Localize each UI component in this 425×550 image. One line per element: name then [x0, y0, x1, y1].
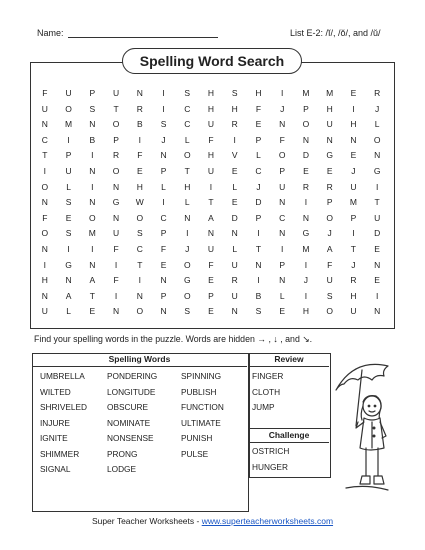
grid-letter[interactable]: H — [207, 150, 215, 161]
grid-letter[interactable]: L — [161, 181, 166, 192]
instructions: Find your spelling words in the puzzle. Words are hidden → , ↓ , and ↘. — [34, 334, 313, 344]
grid-letter[interactable]: H — [41, 275, 48, 286]
grid-letter[interactable]: R — [302, 181, 309, 192]
grid-letter[interactable]: E — [350, 88, 357, 98]
grid-letter[interactable]: J — [185, 243, 190, 254]
grid-letter[interactable]: T — [113, 103, 119, 114]
grid-letter[interactable]: H — [350, 119, 357, 130]
review-list — [252, 369, 283, 416]
grid-letter[interactable]: H — [184, 181, 191, 192]
grid-letter[interactable]: G — [326, 150, 333, 161]
grid-letter[interactable]: N — [279, 119, 286, 130]
grid-letter[interactable]: E — [65, 212, 72, 223]
grid-letter[interactable]: I — [257, 275, 260, 286]
grid-letter[interactable]: H — [136, 181, 143, 192]
grid-letter[interactable]: N — [207, 228, 215, 239]
grid-letter[interactable]: G — [112, 197, 120, 208]
grid-letter[interactable]: D — [231, 212, 238, 223]
grid-letter[interactable]: N — [374, 259, 381, 270]
grid-letter[interactable]: N — [160, 306, 167, 317]
grid-letter[interactable]: B — [255, 290, 262, 301]
grid-letter[interactable]: J — [351, 165, 356, 176]
grid-letter[interactable]: U — [350, 306, 357, 317]
grid-letter[interactable]: J — [161, 134, 166, 145]
grid-letter[interactable]: G — [183, 275, 191, 286]
grid-letter[interactable]: E — [326, 165, 333, 176]
grid-letter[interactable]: R — [231, 119, 238, 130]
grid-letter[interactable]: F — [160, 243, 167, 254]
grid-letter[interactable]: A — [208, 212, 214, 223]
grid-letter[interactable]: N — [279, 197, 286, 208]
grid-letter[interactable]: R — [112, 150, 120, 161]
grid-letter[interactable]: N — [255, 259, 262, 270]
grid-letter[interactable]: N — [302, 134, 309, 145]
grid-letter[interactable]: J — [351, 259, 356, 270]
grid-letter[interactable]: S — [231, 88, 238, 98]
grid-letter[interactable]: J — [256, 181, 261, 192]
grid-letter[interactable]: E — [303, 165, 309, 176]
grid-letter[interactable]: S — [65, 197, 72, 208]
grid-letter[interactable]: E — [374, 243, 380, 254]
grid-letter[interactable]: O — [136, 212, 144, 223]
grid-letter[interactable]: E — [255, 119, 262, 130]
grid-letter[interactable]: N — [160, 275, 167, 286]
grid-letter[interactable]: P — [208, 290, 214, 301]
grid-letter[interactable]: C — [279, 212, 286, 223]
grid-letter[interactable]: F — [327, 259, 333, 270]
grid-letter[interactable]: H — [231, 103, 238, 114]
grid-letter[interactable]: C — [255, 165, 262, 176]
grid-letter[interactable]: R — [350, 275, 357, 286]
spelling-word: LONGITUDE — [107, 386, 156, 397]
grid-letter[interactable]: A — [89, 275, 96, 286]
grid-letter[interactable]: P — [255, 212, 262, 223]
grid-letter[interactable]: U — [279, 181, 286, 192]
grid-letter[interactable]: N — [374, 306, 381, 317]
grid-letter[interactable]: W — [135, 197, 144, 208]
grid-letter[interactable]: N — [302, 212, 309, 223]
grid-letter[interactable]: I — [162, 197, 165, 208]
grid-letter[interactable]: U — [41, 103, 48, 114]
grid-letter[interactable]: O — [41, 228, 49, 239]
grid-letter[interactable]: F — [279, 134, 285, 145]
grid-letter[interactable]: O — [183, 150, 191, 161]
grid-letter[interactable]: I — [43, 165, 47, 176]
grid-letter[interactable]: N — [41, 243, 48, 254]
grid-letter[interactable]: E — [374, 275, 380, 286]
grid-letter[interactable]: P — [279, 165, 286, 176]
grid-letter[interactable]: I — [91, 181, 94, 192]
grid-letter[interactable]: G — [373, 165, 381, 176]
spelling-word: SHRIVELED — [40, 402, 88, 412]
grid-letter[interactable]: B — [89, 134, 96, 145]
letter-grid — [33, 86, 389, 320]
grid-letter[interactable]: S — [184, 88, 191, 98]
grid-letter[interactable]: T — [350, 243, 356, 254]
grid-letter[interactable]: C — [184, 103, 191, 114]
grid-letter[interactable]: L — [232, 181, 238, 192]
grid-letter[interactable]: R — [136, 103, 143, 114]
grid-letter[interactable]: B — [136, 119, 143, 130]
review-word: CLOTH — [252, 386, 281, 397]
grid-letter[interactable]: I — [375, 181, 379, 192]
grid-letter[interactable]: O — [302, 119, 310, 130]
grid-letter[interactable]: C — [184, 119, 191, 130]
grid-letter[interactable]: T — [42, 150, 48, 161]
grid-letter[interactable]: U — [374, 212, 381, 223]
spelling-word: LODGE — [107, 464, 137, 474]
grid-letter[interactable]: U — [207, 165, 215, 176]
spelling-word: NONSENSE — [107, 433, 154, 443]
grid-letter[interactable]: N — [136, 88, 143, 98]
grid-letter[interactable]: N — [350, 134, 357, 145]
grid-letter[interactable]: N — [65, 275, 72, 286]
grid-letter[interactable]: N — [136, 290, 143, 301]
grid-letter[interactable]: T — [137, 259, 143, 270]
grid-letter[interactable]: N — [326, 134, 333, 145]
grid-letter[interactable]: N — [41, 197, 48, 208]
grid-letter[interactable]: U — [65, 88, 72, 98]
grid-letter[interactable]: A — [326, 243, 333, 254]
grid-letter[interactable]: F — [208, 259, 214, 270]
grid-letter[interactable]: I — [162, 88, 165, 98]
grid-letter[interactable]: N — [374, 150, 381, 161]
review-heading: Review — [249, 353, 329, 367]
grid-letter[interactable]: C — [160, 212, 167, 223]
grid-letter[interactable]: H — [207, 88, 215, 98]
grid-letter[interactable]: N — [231, 306, 238, 317]
name-label: Name: — [37, 28, 64, 38]
grid-letter[interactable]: F — [137, 150, 143, 161]
grid-letter[interactable]: U — [231, 290, 238, 301]
grid-letter[interactable]: E — [350, 150, 357, 161]
grid-letter[interactable]: L — [66, 306, 71, 317]
grid-letter[interactable]: O — [373, 134, 381, 145]
grid-letter[interactable]: P — [113, 134, 119, 145]
grid-letter[interactable]: P — [160, 165, 167, 176]
grid-letter[interactable]: T — [89, 290, 95, 301]
grid-letter[interactable]: S — [160, 119, 167, 130]
grid-letter[interactable]: I — [114, 259, 118, 270]
grid-letter[interactable]: U — [65, 165, 72, 176]
grid-letter[interactable]: P — [160, 290, 167, 301]
grid-letter[interactable]: O — [112, 119, 120, 130]
grid-letter[interactable]: R — [231, 275, 238, 286]
grid-letter[interactable]: D — [374, 228, 381, 239]
page-title — [122, 48, 302, 74]
grid-letter[interactable]: L — [374, 119, 380, 130]
grid-letter[interactable]: N — [41, 290, 48, 301]
grid-letter[interactable]: O — [278, 150, 286, 161]
grid-letter[interactable]: G — [302, 228, 310, 239]
grid-letter[interactable]: O — [183, 290, 191, 301]
grid-letter[interactable]: I — [162, 103, 165, 114]
grid-letter[interactable]: L — [256, 150, 261, 161]
challenge-heading: Challenge — [249, 428, 329, 443]
spelling-word: FUNCTION — [181, 402, 224, 412]
footer — [0, 516, 425, 526]
grid-letter[interactable]: F — [42, 88, 48, 98]
name-line[interactable] — [68, 37, 218, 38]
grid-letter[interactable]: L — [66, 181, 71, 192]
grid-letter[interactable]: D — [302, 150, 309, 161]
grid-letter[interactable]: M — [302, 88, 310, 98]
grid-letter[interactable]: P — [279, 259, 286, 270]
grid-letter[interactable]: E — [136, 165, 143, 176]
grid-letter[interactable]: U — [207, 119, 215, 130]
grid-letter[interactable]: U — [207, 243, 215, 254]
grid-letter[interactable]: O — [112, 165, 120, 176]
grid-letter[interactable]: I — [304, 197, 308, 208]
spelling-word: PUBLISH — [181, 386, 217, 397]
grid-letter[interactable]: I — [138, 275, 141, 286]
grid-letter[interactable]: U — [326, 119, 333, 130]
grid-letter[interactable]: M — [349, 197, 357, 208]
grid-letter[interactable]: L — [184, 134, 190, 145]
grid-letter[interactable]: A — [65, 290, 72, 301]
grid-letter[interactable]: E — [208, 306, 214, 317]
grid-letter[interactable]: O — [183, 259, 191, 270]
grid-letter[interactable]: N — [112, 212, 120, 223]
spelling-word: SHIMMER — [40, 448, 80, 459]
grid-letter[interactable]: M — [326, 88, 334, 98]
grid-letter[interactable]: O — [65, 103, 72, 114]
grid-letter[interactable]: H — [326, 103, 333, 114]
spelling-word: ULTIMATE — [181, 417, 221, 428]
grid-letter[interactable]: L — [279, 290, 285, 301]
grid-letter[interactable]: E — [160, 259, 167, 270]
grid-letter[interactable]: O — [136, 306, 144, 317]
grid-letter[interactable]: F — [42, 212, 48, 223]
grid-letter[interactable]: T — [255, 243, 262, 254]
grid-letter[interactable]: V — [231, 150, 238, 161]
grid-letter[interactable]: E — [279, 306, 286, 317]
spelling-word: PULSE — [181, 448, 209, 459]
review-word: FINGER — [252, 371, 284, 381]
grid-letter[interactable]: N — [160, 150, 167, 161]
grid-letter[interactable]: T — [374, 197, 380, 208]
grid-letter[interactable]: E — [208, 275, 214, 286]
grid-letter[interactable]: P — [89, 88, 96, 98]
grid-letter[interactable]: I — [209, 181, 213, 192]
spelling-word: SPINNING — [181, 371, 222, 381]
grid-letter[interactable]: H — [350, 290, 357, 301]
grid-letter[interactable]: J — [280, 103, 285, 114]
girl-with-umbrella-illustration — [332, 356, 398, 506]
grid-letter[interactable]: F — [255, 103, 262, 114]
grid-letter[interactable]: I — [138, 134, 141, 145]
grid-letter[interactable]: I — [304, 259, 308, 270]
grid-letter[interactable]: J — [303, 275, 309, 286]
grid-letter[interactable]: N — [89, 119, 96, 130]
grid-letter[interactable]: J — [375, 103, 380, 114]
grid-letter[interactable]: N — [41, 119, 48, 130]
grid-letter[interactable]: U — [326, 275, 333, 286]
grid-letter[interactable]: I — [257, 228, 260, 239]
spelling-words-list — [40, 369, 246, 478]
spelling-word: INJURE — [40, 417, 70, 428]
grid-letter[interactable]: P — [65, 150, 72, 161]
grid-letter[interactable]: N — [279, 275, 286, 286]
grid-letter[interactable]: P — [160, 228, 167, 239]
spelling-word: PONDERING — [107, 371, 158, 381]
grid-letter[interactable]: E — [231, 165, 238, 176]
grid-letter[interactable]: D — [255, 197, 262, 208]
grid-letter[interactable]: P — [255, 134, 262, 145]
grid-letter[interactable]: S — [184, 306, 191, 317]
footer-link[interactable]: www.superteacherworksheets.com — [201, 516, 334, 526]
grid-letter[interactable]: I — [352, 228, 355, 239]
title-text: Spelling Word Search — [139, 53, 285, 69]
grid-letter[interactable]: M — [302, 243, 310, 254]
grid-letter[interactable]: P — [303, 103, 309, 114]
spelling-word: UMBRELLA — [40, 371, 85, 381]
grid-letter[interactable]: S — [89, 103, 96, 114]
grid-letter[interactable]: I — [233, 134, 236, 145]
grid-letter[interactable]: O — [326, 306, 333, 317]
grid-letter[interactable]: N — [112, 181, 120, 192]
grid-letter[interactable]: O — [41, 181, 49, 192]
grid-letter[interactable]: I — [67, 134, 70, 145]
spelling-words-heading: Spelling Words — [32, 353, 247, 367]
review-word: JUMP — [252, 402, 275, 412]
grid-letter[interactable]: I — [67, 243, 70, 254]
grid-letter[interactable]: I — [91, 150, 94, 161]
grid-letter[interactable]: T — [184, 165, 190, 176]
spelling-word: SIGNAL — [40, 464, 71, 474]
footer-prefix: Super Teacher Worksheets - — [91, 516, 202, 526]
grid-letter[interactable]: I — [375, 290, 379, 301]
grid-letter[interactable]: F — [113, 275, 119, 286]
grid-letter[interactable]: U — [112, 228, 120, 239]
spelling-word: PUNISH — [181, 433, 213, 443]
grid-letter[interactable]: N — [279, 228, 286, 239]
grid-letter[interactable]: N — [112, 306, 120, 317]
spelling-word: WILTED — [40, 386, 71, 397]
grid-letter[interactable]: I — [43, 259, 47, 270]
grid-letter[interactable]: N — [184, 212, 191, 223]
grid-letter[interactable]: N — [89, 197, 96, 208]
grid-letter[interactable]: R — [374, 88, 381, 98]
grid-letter[interactable]: G — [65, 259, 72, 270]
grid-letter[interactable]: J — [327, 228, 332, 239]
grid-letter[interactable]: C — [136, 243, 143, 254]
grid-letter[interactable]: N — [89, 259, 96, 270]
grid-letter[interactable]: O — [89, 212, 96, 223]
spelling-word: OBSCURE — [107, 402, 149, 412]
grid-letter[interactable]: F — [113, 243, 119, 254]
grid-letter[interactable]: S — [65, 228, 72, 239]
grid-letter[interactable]: U — [231, 259, 238, 270]
spelling-word: NOMINATE — [107, 417, 151, 428]
grid-letter[interactable]: U — [41, 306, 48, 317]
grid-letter[interactable]: H — [302, 306, 309, 317]
challenge-list — [252, 444, 289, 475]
spelling-word: IGNITE — [40, 433, 68, 443]
grid-letter[interactable]: C — [41, 134, 48, 145]
grid-letter[interactable]: I — [186, 228, 189, 239]
grid-letter[interactable]: N — [89, 165, 96, 176]
challenge-word: HUNGER — [252, 461, 288, 472]
grid-letter[interactable]: U — [350, 181, 357, 192]
grid-letter[interactable]: P — [350, 212, 357, 223]
grid-letter[interactable]: S — [136, 228, 143, 239]
grid-letter[interactable]: E — [89, 306, 96, 317]
grid-letter[interactable]: H — [207, 103, 215, 114]
grid-letter[interactable]: T — [208, 197, 214, 208]
grid-letter[interactable]: I — [114, 290, 118, 301]
grid-letter[interactable]: M — [65, 119, 73, 130]
challenge-word: OSTRICH — [252, 446, 290, 456]
grid-letter[interactable]: M — [88, 228, 96, 239]
grid-letter[interactable]: S — [326, 290, 333, 301]
grid-letter[interactable]: L — [184, 197, 190, 208]
grid-letter[interactable]: S — [255, 306, 262, 317]
grid-letter[interactable]: L — [232, 243, 238, 254]
grid-letter[interactable]: I — [352, 103, 355, 114]
grid-letter[interactable]: N — [231, 228, 238, 239]
grid-letter[interactable]: R — [326, 181, 333, 192]
grid-letter[interactable]: H — [255, 88, 262, 98]
grid-letter[interactable]: U — [112, 88, 120, 98]
grid-letter[interactable]: F — [208, 134, 214, 145]
grid-letter[interactable]: O — [326, 212, 333, 223]
grid-letter[interactable]: I — [281, 243, 284, 254]
grid-letter[interactable]: P — [326, 197, 333, 208]
grid-letter[interactable]: I — [281, 88, 284, 98]
grid-letter[interactable]: I — [91, 243, 94, 254]
list-label: List E-2: /ĭ/, /ŏ/, and /ŭ/ — [290, 28, 381, 38]
grid-letter[interactable]: E — [231, 197, 238, 208]
grid-letter[interactable]: I — [304, 290, 308, 301]
spelling-word: PRONG — [107, 448, 138, 459]
